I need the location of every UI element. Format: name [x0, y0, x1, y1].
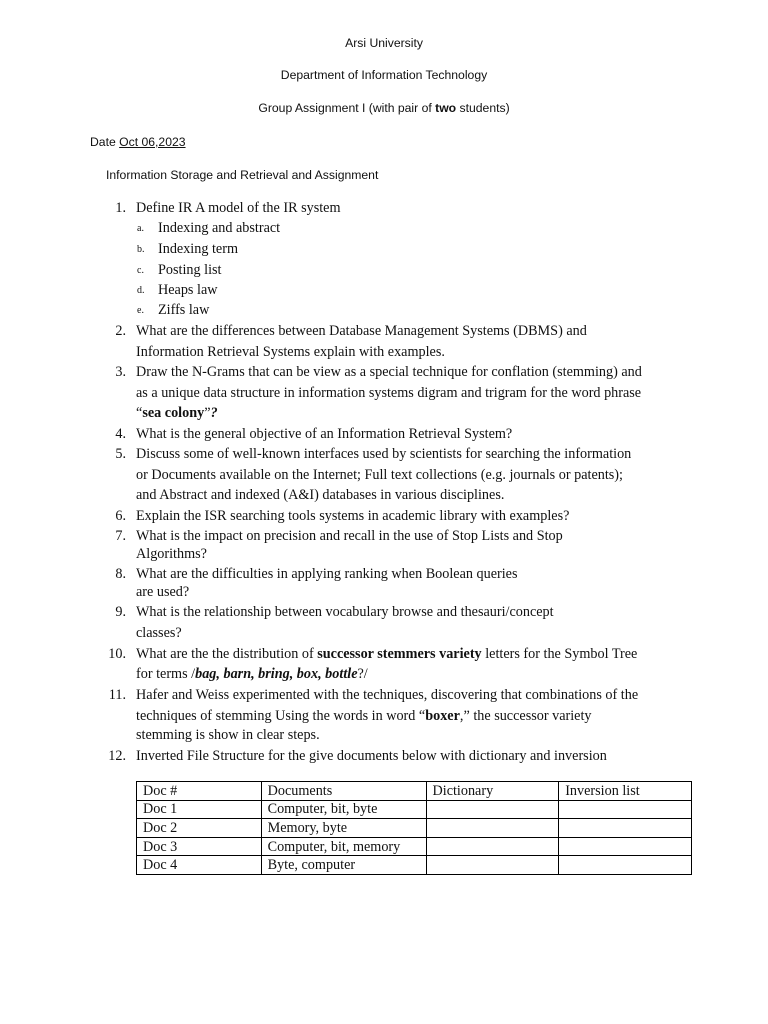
question-3-line: as a unique data structure in information systems digram and trigram for the word phrase	[136, 385, 642, 401]
doc-id-cell: Doc 2	[137, 819, 262, 838]
doc-id-cell: Doc 1	[137, 800, 262, 819]
question-8-line: are used?	[136, 584, 190, 600]
question-number: 3.	[115, 364, 126, 380]
subitem-letter: b.	[137, 244, 145, 255]
inversion-cell	[559, 837, 692, 856]
question-10-line: What are the the distribution of successor stemmers variety letters for the Symbol Tree	[136, 646, 638, 662]
documents-cell: Computer, bit, memory	[261, 837, 426, 856]
department-name: Department of Information Technology	[280, 68, 488, 82]
subitem-letter: d.	[137, 285, 145, 296]
subitem-text: Posting list	[158, 262, 222, 278]
inversion-cell	[559, 800, 692, 819]
question-5-line: or Documents available on the Internet; Full text collections (e.g. journals or patents);	[136, 467, 623, 483]
question-12-text: Inverted File Structure for the give documents below with dictionary and inversion	[136, 748, 607, 764]
dictionary-cell	[426, 800, 559, 819]
date-value: Oct 06,2023	[119, 135, 186, 149]
documents-cell: Byte, computer	[261, 856, 426, 875]
assignment-title: Group Assignment I (with pair of two students)	[258, 101, 510, 115]
question-number: 8.	[115, 566, 126, 582]
table-row	[137, 819, 692, 838]
course-title: Information Storage and Retrieval and Assignment	[106, 168, 379, 182]
subitem-letter: a.	[137, 223, 144, 234]
inversion-cell	[559, 856, 692, 875]
inverted-file-table	[136, 781, 692, 875]
question-number: 4.	[115, 426, 126, 442]
question-9-line: What is the relationship between vocabulary browse and thesauri/concept	[136, 604, 554, 620]
table-row	[137, 800, 692, 819]
question-11-line: stemming is show in clear steps.	[136, 727, 320, 743]
question-number: 2.	[115, 323, 126, 339]
question-number: 6.	[115, 508, 126, 524]
question-11-line: Hafer and Weiss experimented with the techniques, discovering that combinations of the	[136, 687, 639, 703]
doc-id-cell: Doc 3	[137, 837, 262, 856]
question-10-line: for terms /bag, barn, bring, box, bottle?/	[136, 666, 368, 682]
column-header: Documents	[261, 782, 426, 801]
documents-cell: Computer, bit, byte	[261, 800, 426, 819]
question-3-line: Draw the N-Grams that can be view as a special technique for conflation (stemming) and	[136, 364, 642, 380]
question-1-text: Define IR A model of the IR system	[136, 200, 341, 216]
question-4-text: What is the general objective of an Information Retrieval System?	[136, 426, 513, 442]
question-number: 12.	[108, 748, 126, 764]
table-header-row	[137, 782, 692, 801]
table-row	[137, 837, 692, 856]
subitem-text: Heaps law	[158, 282, 218, 298]
doc-id-cell: Doc 4	[137, 856, 262, 875]
university-name: Arsi University	[345, 36, 423, 50]
question-2-line: What are the differences between Database Management Systems (DBMS) and	[136, 323, 587, 339]
documents-cell: Memory, byte	[261, 819, 426, 838]
question-number: 7.	[115, 528, 126, 544]
question-number: 1.	[115, 200, 126, 216]
question-8-line: What are the difficulties in applying ranking when Boolean queries	[136, 566, 518, 582]
question-9-line: classes?	[136, 625, 182, 641]
question-6-text: Explain the ISR searching tools systems in academic library with examples?	[136, 508, 570, 524]
question-number: 5.	[115, 446, 126, 462]
inversion-cell	[559, 819, 692, 838]
dictionary-cell	[426, 819, 559, 838]
subitem-letter: e.	[137, 305, 144, 316]
subitem-text: Indexing and abstract	[158, 220, 281, 236]
question-7-line: What is the impact on precision and recall in the use of Stop Lists and Stop	[136, 528, 563, 544]
question-number: 11.	[108, 687, 126, 703]
question-3-line: “sea colony”?	[136, 405, 218, 421]
subitem-letter: c.	[137, 265, 144, 276]
date-line: Date Oct 06,2023	[90, 135, 186, 149]
question-5-line: and Abstract and indexed (A&I) databases in various disciplines.	[136, 487, 505, 503]
dictionary-cell	[426, 856, 559, 875]
subitem-text: Ziffs law	[158, 302, 210, 318]
question-number: 10.	[108, 646, 126, 662]
question-number: 9.	[115, 604, 126, 620]
table-row	[137, 856, 692, 875]
dictionary-cell	[426, 837, 559, 856]
column-header: Doc #	[137, 782, 262, 801]
column-header: Dictionary	[426, 782, 559, 801]
question-5-line: Discuss some of well-known interfaces used by scientists for searching the information	[136, 446, 632, 462]
question-2-line: Information Retrieval Systems explain with examples.	[136, 344, 445, 360]
question-7-line: Algorithms?	[136, 546, 207, 562]
question-11-line: techniques of stemming Using the words in word “boxer,” the successor variety	[136, 708, 592, 724]
subitem-text: Indexing term	[158, 241, 238, 257]
column-header: Inversion list	[559, 782, 692, 801]
